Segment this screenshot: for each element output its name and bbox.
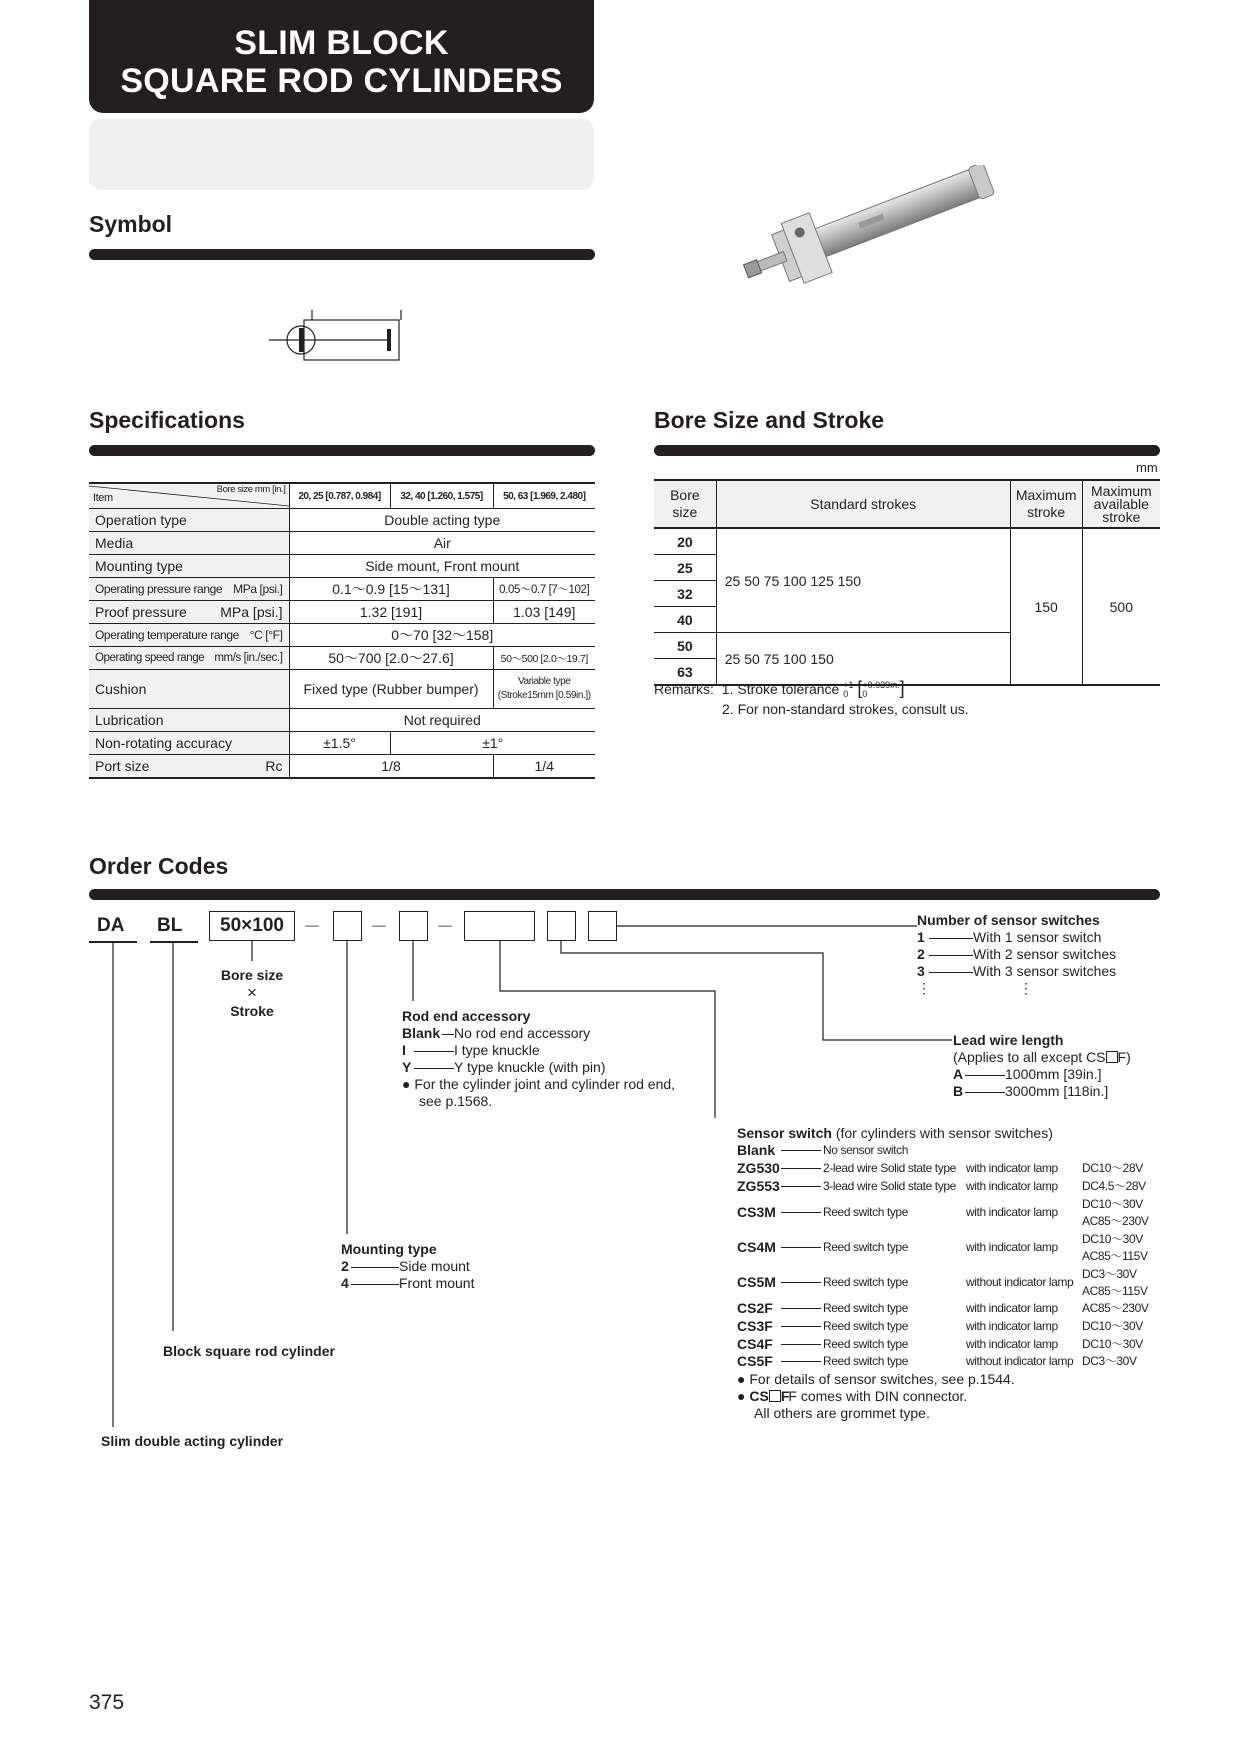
lead-item: [953, 1083, 1131, 1100]
sensor-lamp: with indicator lamp: [966, 1336, 1058, 1351]
item-code: A: [953, 1066, 964, 1082]
item-desc: With 3 sensor switches: [973, 963, 1117, 979]
bore-size-cell: 20: [654, 528, 716, 555]
bore-strokes-a: 25 50 75 100 125 150: [716, 528, 1010, 633]
sensor-title-note: (for cylinders with sensor switches): [835, 1125, 1053, 1141]
sensor-type: 2-lead wire Solid state type: [823, 1161, 956, 1176]
mount-title: Mounting type: [341, 1241, 437, 1257]
sensor-row: [737, 1265, 1167, 1300]
sensor-voltage: [1082, 1196, 1148, 1230]
spec-row-value: 0～70 [32～158]: [289, 624, 595, 647]
spec-row-value-b: 0.05～0.7 [7～102]: [493, 578, 595, 601]
sensor-title: [737, 1125, 1167, 1142]
bore-stroke-label: [219, 966, 285, 1020]
item-code: Blank: [402, 1025, 441, 1041]
sensor-row: [737, 1353, 1167, 1371]
mounting-block: [341, 1241, 474, 1292]
sensor-voltage: [1082, 1300, 1148, 1317]
item-desc: 1000mm [39in.]: [1005, 1066, 1102, 1082]
leader: [781, 1168, 821, 1169]
bore-max-available: 500: [1082, 528, 1160, 685]
sensor-type: Reed switch type: [823, 1319, 908, 1334]
sensor-number-more: [917, 980, 1116, 997]
bore-size-cell: 25: [654, 555, 716, 581]
leader: [965, 1075, 1005, 1076]
spec-row-label: Mounting type: [89, 555, 289, 578]
leader: [781, 1361, 821, 1362]
bore-max-stroke: 150: [1010, 528, 1082, 685]
code-dash: －: [370, 917, 388, 937]
remark-2: 2. For non-standard strokes, consult us.: [722, 701, 969, 717]
sensor-lamp: without indicator lamp: [966, 1275, 1074, 1290]
item-code: 1: [917, 929, 925, 945]
spec-unit: MPa [psi.]: [220, 604, 283, 620]
sensor-code: CS5M: [737, 1274, 776, 1291]
sensor-row: [737, 1318, 1167, 1336]
sensor-code: ZG553: [737, 1177, 780, 1194]
rod-note-text: For the cylinder joint and cylinder rod end,: [414, 1076, 676, 1092]
leader: [781, 1247, 821, 1248]
lead-title: Lead wire length: [953, 1032, 1064, 1048]
spec-label-text: Operating temperature range: [95, 628, 239, 642]
tol-lower: 0: [862, 689, 868, 700]
sensor-code: CS3M: [737, 1204, 776, 1221]
rod-item: [402, 1025, 675, 1042]
spec-label-text: Operating pressure range: [95, 582, 223, 596]
unit-label: mm: [1136, 460, 1158, 475]
sensor-list: [737, 1142, 1167, 1371]
item-desc: Front mount: [399, 1275, 475, 1291]
leader: [414, 1051, 454, 1052]
sensor-type: Reed switch type: [823, 1275, 908, 1290]
bore-size-cell: 63: [654, 659, 716, 686]
tol-upper: +0.039in.: [862, 680, 900, 691]
leader: [351, 1284, 399, 1285]
sensor-voltage: [1082, 1318, 1143, 1335]
bore-header-text: stroke: [1027, 504, 1066, 520]
mount-item: [341, 1275, 474, 1292]
spec-row-value-a: 0.1～0.9 [15～131]: [289, 578, 493, 601]
code-size-box: 50×100: [209, 911, 295, 941]
rod-note: ● For the cylinder joint and cylinder rod end,: [402, 1076, 676, 1092]
spec-unit: Rc: [265, 758, 283, 774]
sensor-code: ZG530: [737, 1160, 780, 1177]
lead-note-text: F): [1117, 1049, 1131, 1065]
leader: [781, 1150, 821, 1151]
lead-note-text: (Applies to all except CS: [953, 1049, 1106, 1065]
cushion-stroke: (Stroke15mm [0.59in.]): [497, 690, 591, 701]
spec-row-value-b: ±1°: [390, 732, 595, 755]
title-line-1: SLIM BLOCK: [234, 24, 449, 62]
sensor-voltage-1: DC10～30V: [1082, 1336, 1143, 1351]
spec-row-label: Media: [89, 532, 289, 555]
spec-label-text: Proof pressure: [95, 604, 187, 620]
sensor-voltage: [1082, 1266, 1148, 1300]
item-desc: No rod end accessory: [454, 1025, 591, 1041]
spec-row-value-a: 1/8: [289, 755, 493, 779]
spec-row-value-a: 50～700 [2.0～27.6]: [289, 647, 493, 670]
sensor-row: [737, 1142, 1167, 1160]
vdots: ⋮: [917, 980, 931, 996]
spec-bore-label: Bore size mm [in.]: [216, 484, 286, 495]
sensor-number-item: [917, 946, 1116, 963]
slim-double-label: Slim double acting cylinder: [101, 1433, 284, 1449]
sensor-type: Reed switch type: [823, 1336, 908, 1351]
sensor-type: Reed switch type: [823, 1205, 908, 1220]
title-line-2: SQUARE ROD CYLINDERS: [120, 62, 563, 100]
sensor-note-code: CS: [749, 1387, 769, 1404]
leader: [929, 938, 973, 939]
sensor-note: ● CS FF comes with DIN connector.: [737, 1387, 968, 1404]
leader: [442, 1034, 454, 1035]
times-symbol: ×: [247, 983, 257, 1002]
leader: [351, 1267, 399, 1268]
rod-item: [402, 1059, 675, 1076]
tol-lower: 0: [843, 689, 849, 700]
placeholder-box-icon: [769, 1390, 781, 1402]
item-code: I: [402, 1042, 406, 1058]
sensor-row: [737, 1177, 1167, 1195]
spec-row-label: Lubrication: [89, 709, 289, 732]
spec-row-label: Operation type: [89, 509, 289, 532]
sensor-lamp: without indicator lamp: [966, 1354, 1074, 1369]
leader: [781, 1308, 821, 1309]
item-desc: Y type knuckle (with pin): [454, 1059, 606, 1075]
sensor-row: [737, 1335, 1167, 1353]
leader: [965, 1092, 1005, 1093]
sensor-voltage-2: AC85～115V: [1082, 1283, 1148, 1298]
sensor-lamp: with indicator lamp: [966, 1319, 1058, 1334]
sensor-number-title: Number of sensor switches: [917, 912, 1100, 928]
sensor-note-text: For details of sensor switches, see p.1544.: [749, 1370, 1015, 1387]
sensor-number-item: [917, 929, 1116, 946]
remarks-label: Remarks:: [654, 681, 714, 697]
item-code: 2: [917, 946, 925, 962]
remark-1: 1. Stroke tolerance: [721, 681, 840, 697]
bore-header-text: size: [672, 504, 698, 520]
spec-row-value-b: 50～500 [2.0～19.7]: [493, 647, 595, 670]
code-bl: BL: [157, 915, 183, 936]
item-desc: 3000mm [118in.]: [1005, 1083, 1109, 1099]
rod-note-text-2: see p.1568.: [419, 1093, 493, 1109]
rod-title: Rod end accessory: [402, 1008, 531, 1024]
sensor-voltage: [1082, 1178, 1146, 1195]
sensor-voltage: [1082, 1353, 1137, 1370]
sensor-lamp: with indicator lamp: [966, 1240, 1058, 1255]
spec-row-value: Double acting type: [289, 509, 595, 532]
sensor-voltage: [1082, 1231, 1148, 1265]
mount-item: [341, 1258, 474, 1275]
code-da: DA: [97, 915, 125, 936]
bore-header-text: Bore: [670, 487, 700, 503]
sensor-number-item: [917, 963, 1116, 980]
sensor-note: ● For details of sensor switches, see p.1544.: [737, 1370, 1015, 1387]
section-title-bore-stroke: Bore Size and Stroke: [654, 407, 885, 433]
lead-wire-block: [953, 1032, 1131, 1100]
bore-header-standard: Standard strokes: [716, 480, 1010, 528]
item-code: B: [953, 1083, 964, 1099]
sensor-lamp: with indicator lamp: [966, 1205, 1058, 1220]
spec-row-value-b: 1.03 [149]: [493, 601, 595, 624]
sensor-code: CS4M: [737, 1239, 776, 1256]
sensor-number-list: [917, 929, 1116, 997]
sensor-note-text: F comes with DIN connector.: [788, 1387, 968, 1404]
spec-col-header-1: 20, 25 [0.787, 0.984]: [289, 483, 390, 509]
sensor-row: [737, 1160, 1167, 1178]
section-title-symbol: Symbol: [89, 211, 173, 237]
sensor-type: Reed switch type: [823, 1240, 908, 1255]
code-dash: －: [436, 917, 454, 937]
leader: [781, 1212, 821, 1213]
bracket-close: ]: [899, 678, 905, 698]
sensor-lamp: with indicator lamp: [966, 1301, 1058, 1316]
item-code: 4: [341, 1275, 349, 1291]
block-square-label: Block square rod cylinder: [163, 1343, 335, 1359]
sensor-voltage-1: DC10～30V: [1082, 1319, 1143, 1334]
sensor-voltage: [1082, 1336, 1143, 1353]
sensor-lamp: with indicator lamp: [966, 1178, 1058, 1193]
sensor-switch-block: [737, 1125, 1167, 1422]
spec-row-value-a: ±1.5°: [289, 732, 390, 755]
sensor-code: Blank: [737, 1142, 776, 1159]
leader: [781, 1326, 821, 1327]
bore-strokes-b: 25 50 75 100 150: [716, 633, 1010, 686]
cushion-variable: Variable type: [518, 676, 571, 687]
item-code: Y: [402, 1059, 412, 1075]
code-dash: －: [303, 917, 321, 937]
spec-row-label: Non-rotating accuracy: [89, 732, 289, 755]
item-desc: Side mount: [399, 1258, 470, 1274]
rod-end-block: [402, 1008, 675, 1110]
bore-size-cell: 50: [654, 633, 716, 659]
leader: [929, 955, 973, 956]
sensor-code: CS3F: [737, 1318, 773, 1335]
leader: [414, 1068, 454, 1069]
sensor-title-text: Sensor switch: [737, 1125, 832, 1141]
sensor-voltage-2: AC85～115V: [1082, 1248, 1148, 1263]
sensor-lamp: with indicator lamp: [966, 1161, 1058, 1176]
sensor-type: Reed switch type: [823, 1354, 908, 1369]
rod-item: [402, 1042, 675, 1059]
spec-row-value-a: 1.32 [191]: [289, 601, 493, 624]
spec-unit: mm/s [in./sec.]: [214, 652, 283, 664]
spec-unit: MPa [psi.]: [233, 582, 283, 596]
sensor-voltage-1: DC3～30V: [1082, 1354, 1137, 1369]
leader: [781, 1282, 821, 1283]
spec-label-text: Operating speed range: [95, 652, 205, 664]
bore-header-text: Maximum: [1090, 482, 1152, 499]
item-desc: I type knuckle: [454, 1042, 540, 1058]
page-number: 375: [89, 1691, 125, 1714]
spec-item-label: Item: [93, 492, 113, 504]
bore-header-text: available: [1093, 495, 1149, 512]
spec-unit: °C [°F]: [249, 628, 283, 642]
sensor-code: CS2F: [737, 1300, 773, 1317]
sensor-voltage-1: DC3～30V: [1082, 1266, 1137, 1281]
sensor-code: CS4F: [737, 1335, 773, 1352]
spec-row-value: Air: [289, 532, 595, 555]
bore-header-text: stroke: [1102, 508, 1141, 525]
bracket-open: [: [857, 678, 863, 698]
sensor-type: 3-lead wire Solid state type: [823, 1178, 956, 1193]
item-code: 2: [341, 1258, 349, 1274]
bore-size-text: Bore size: [220, 967, 284, 983]
sensor-voltage-1: DC4.5～28V: [1082, 1178, 1146, 1193]
spec-row-label: Cushion: [89, 670, 289, 709]
section-title-order-codes: Order Codes: [89, 853, 229, 879]
spec-row-value-a: Fixed type (Rubber bumper): [289, 670, 493, 709]
spec-col-header-2: 32, 40 [1.260, 1.575]: [390, 483, 493, 509]
lead-note: [953, 1049, 1131, 1066]
spec-row-value-b: 1/4: [493, 755, 595, 779]
sensor-row: [737, 1230, 1167, 1265]
stroke-text: Stroke: [230, 1003, 274, 1019]
leader: [781, 1186, 821, 1187]
sensor-type: Reed switch type: [823, 1301, 908, 1316]
spec-row-value: Side mount, Front mount: [289, 555, 595, 578]
sensor-code: CS5F: [737, 1353, 773, 1370]
tol-upper: +1: [843, 680, 854, 691]
bore-size-cell: 40: [654, 607, 716, 633]
sensor-voltage-1: DC10～30V: [1082, 1196, 1143, 1211]
leader: [781, 1344, 821, 1345]
sensor-row: [737, 1300, 1167, 1318]
section-title-specifications: Specifications: [89, 407, 245, 433]
lead-item: [953, 1066, 1131, 1083]
bore-header-text: Maximum: [1015, 487, 1077, 503]
sensor-voltage: [1082, 1160, 1143, 1177]
spec-col-header-3: 50, 63 [1.969, 2.480]: [493, 483, 595, 509]
placeholder-box-icon: [1106, 1051, 1118, 1063]
vdots: ⋮: [1019, 980, 1033, 996]
item-code: 3: [917, 963, 925, 979]
sensor-voltage-1: AC85～230V: [1082, 1301, 1149, 1316]
item-desc: With 2 sensor switches: [973, 946, 1117, 962]
sensor-row: [737, 1195, 1167, 1230]
sensor-voltage-1: DC10～30V: [1082, 1231, 1143, 1246]
sensor-voltage-2: AC85～230V: [1082, 1213, 1149, 1228]
sensor-type: No sensor switch: [823, 1143, 908, 1158]
leader: [929, 972, 973, 973]
bore-size-cell: 32: [654, 581, 716, 607]
sensor-note-text-3: All others are grommet type.: [754, 1404, 930, 1421]
item-desc: With 1 sensor switch: [973, 929, 1102, 945]
spec-label-text: Port size: [95, 758, 150, 774]
spec-row-value: Not required: [289, 709, 595, 732]
sensor-voltage-1: DC10～28V: [1082, 1161, 1143, 1176]
